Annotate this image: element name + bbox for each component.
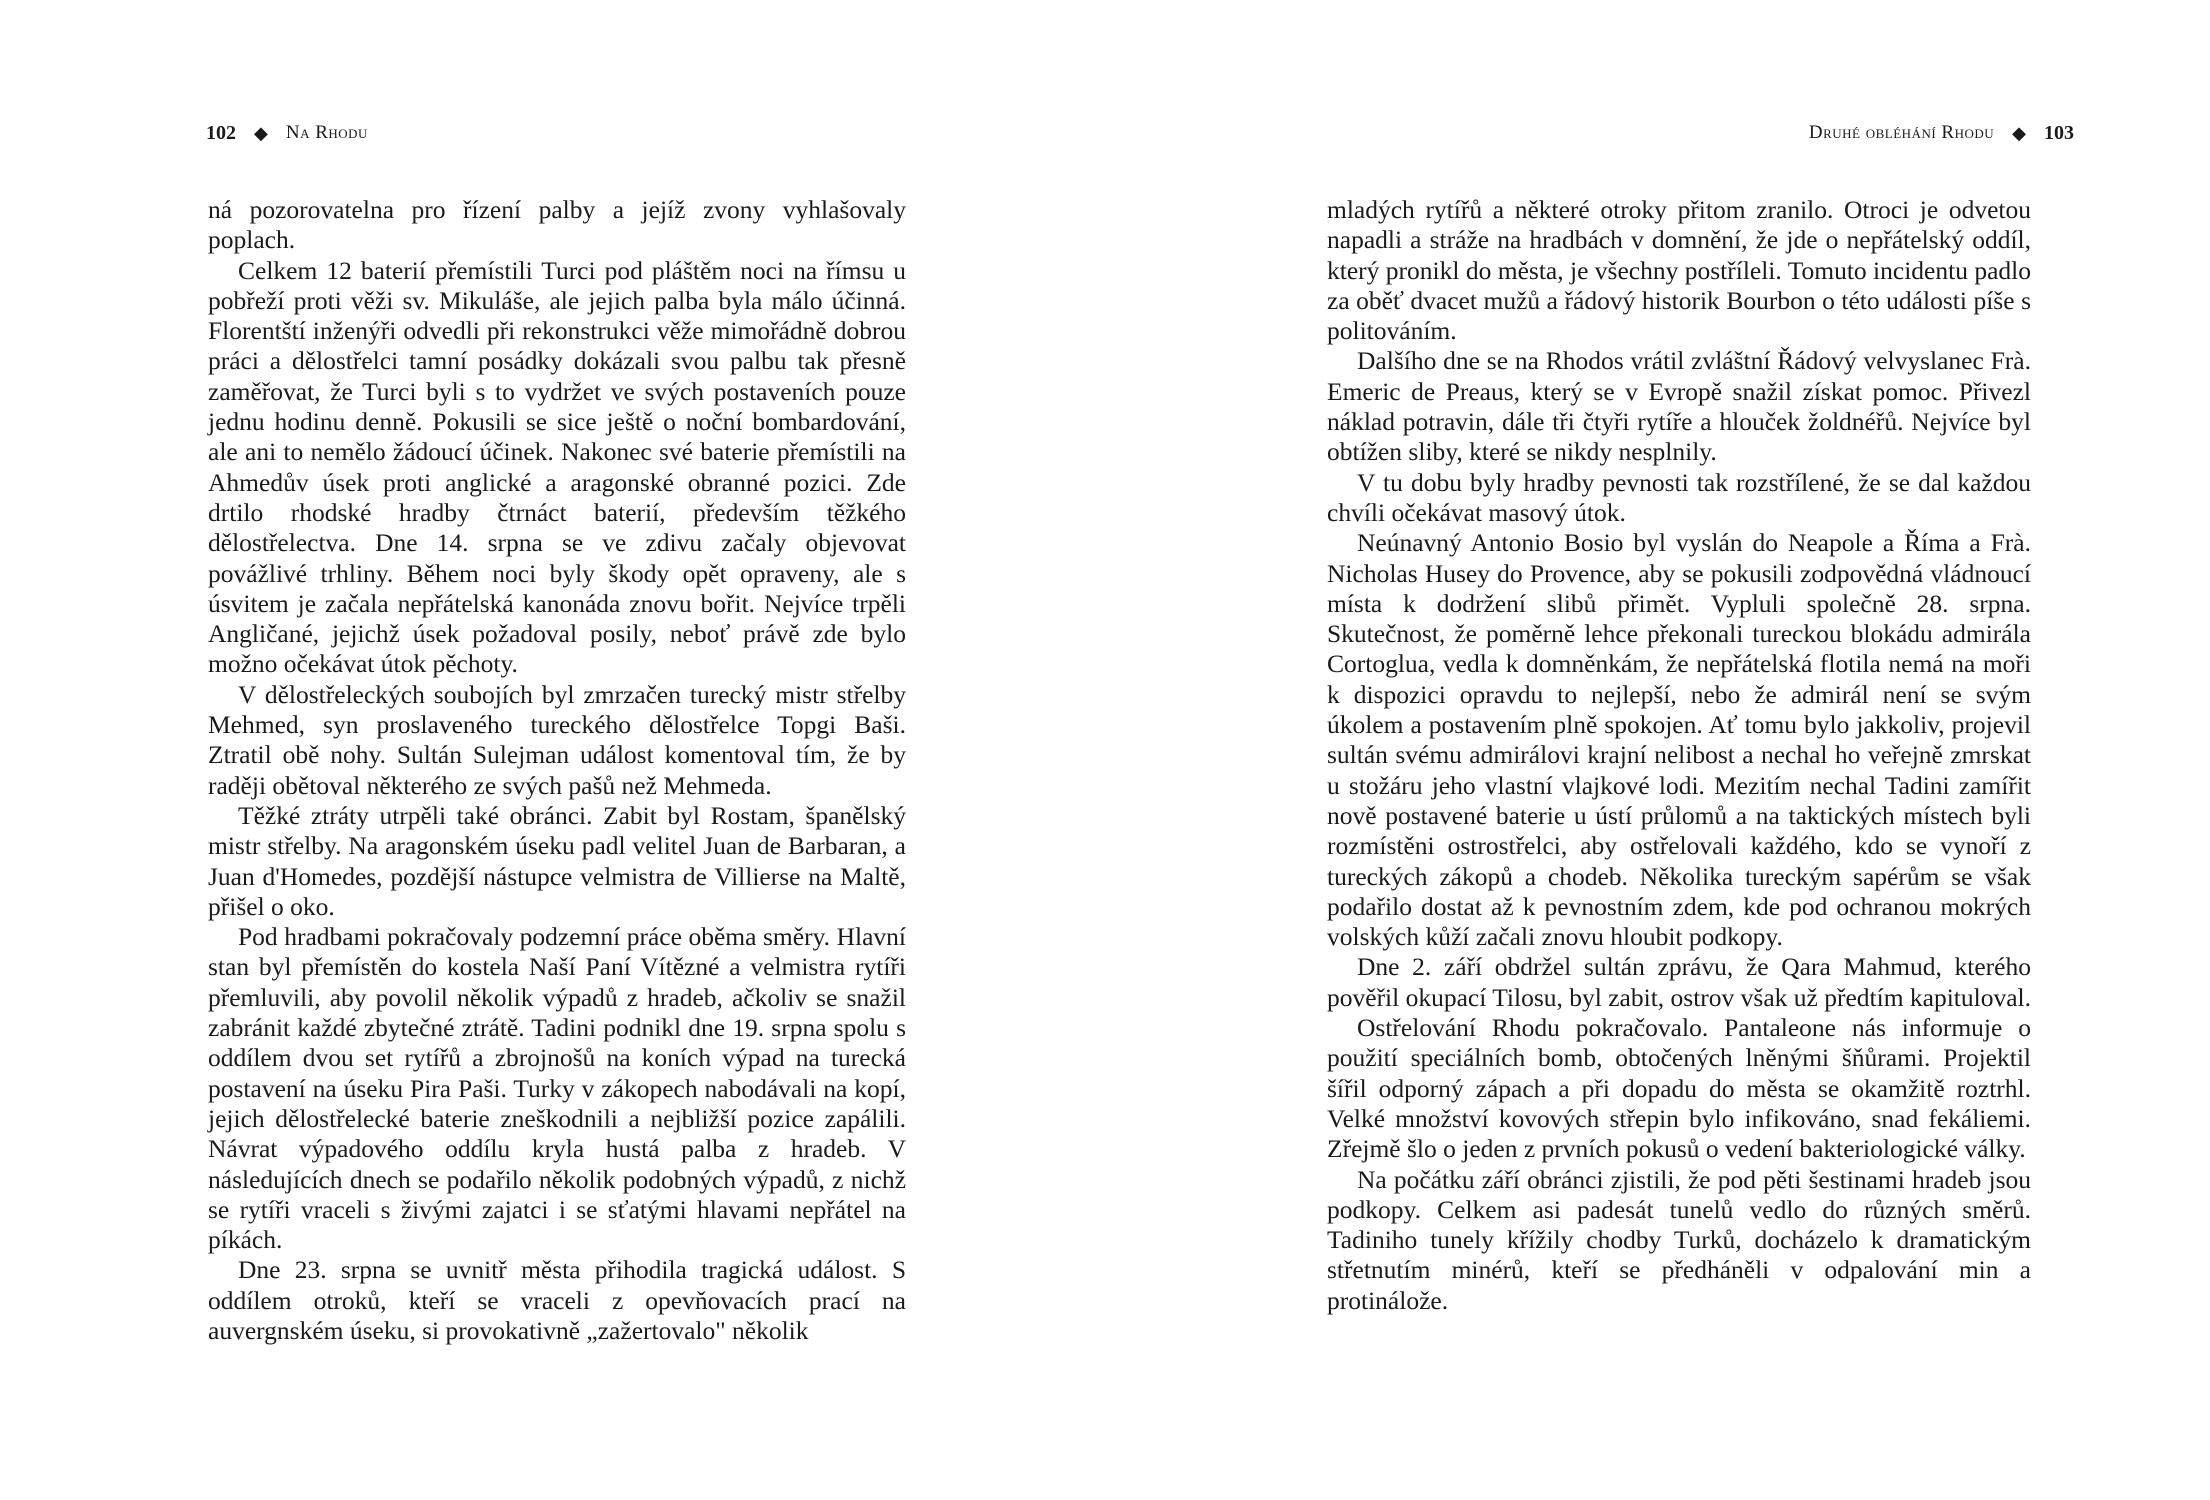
paragraph: Těžké ztráty utrpěli také obránci. Zabit byl Rostam, španělský mistr střelby. Na aragonském úseku padl velitel Juan de Barbaran, a Juan d'Homedes, pozdější nástupce velmistra de Villierse na Maltě, přišel o oko. — [208, 800, 906, 921]
paragraph: V tu dobu byly hradby pevnosti tak rozstřílené, že se dal každou chvíli očekávat masový útok. — [1327, 467, 2031, 527]
paragraph: V dělostřeleckých soubojích byl zmrzačen turecký mistr střelby Mehmed, syn proslaveného tureckého dělostřelce Topgi Baši. Ztratil obě nohy. Sultán Sulejman událost komentoval tím, že by raději obětoval některého ze svých pašů než Mehmeda. — [208, 679, 906, 800]
body-text — [208, 195, 906, 1346]
right-page — [1105, 0, 2210, 1500]
paragraph: Dne 23. srpna se uvnitř města přihodila tragická událost. S oddílem otroků, kteří se vraceli z opevňovacích prací na auvergnském úseku, si provokativně „zažertovalo" několik — [208, 1255, 906, 1345]
paragraph: Neúnavný Antonio Bosio byl vyslán do Neapole a Říma a Frà. Nicholas Husey do Provence, aby se pokusili zodpovědná vládnoucí místa k dodržení slibů přimět. Vypluli společně 28. srpna. Skutečnost, že poměrně lehce překonali tureckou blokádu admirála Cortoglua, vedla k domněnkám, že nepřátelská flotila nemá na moři k dispozici opravdu to nejlepší, nebo že admirál není se svým úkolem a postavením plně spokojen. Ať tomu bylo jakkoliv, projevil sultán svému admirálovi krajní nelibost a nechal ho veřejně zmrskat u stožáru jeho vlastní vlajkové lodi. Mezitím nechal Tadini zamířit nově postavené baterie u ústí průlomů a na taktických místech byli rozmístěni ostrostřelci, aby ostřelovali každého, kdo se vynoří z tureckých zákopů a chodeb. Několika tureckým sapérům se však podařilo dostat až k pevnostním zdem, kde pod ochranou mokrých volských kůží začali znovu hloubit podkopy. — [1327, 528, 2031, 952]
diamond-ornament-icon: ◆ — [254, 122, 268, 143]
paragraph: Dne 2. září obdržel sultán zprávu, že Qara Mahmud, kterého pověřil okupací Tilosu, byl zabit, ostrov však už předtím kapituloval. — [1327, 952, 2032, 1012]
page-header — [1809, 118, 2074, 148]
paragraph: Ostřelování Rhodu pokračovalo. Pantaleone nás informuje o použití speciálních bomb, obtočených lněnými šňůrami. Projektil šířil odporný zápach a při dopadu do města se okamžitě roztrhl. Velké množství kovových střepin bylo infikováno, snad fekáliemi. Zřejmě šlo o jeden z prvních pokusů o vedení bakteriologické války. — [1327, 1013, 2031, 1164]
page-number: 103 — [2044, 121, 2074, 144]
diamond-ornament-icon: ◆ — [2012, 122, 2026, 143]
paragraph: Na počátku září obránci zjistili, že pod pěti šestinami hradeb jsou podkopy. Celkem asi padesát tunelů vedlo do různých směrů. Tadiniho tunely křížily chodby Turků, docházelo k dramatickým střetnutím minérů, kteří se předháněli v odpalování min a protinálože. — [1327, 1164, 2031, 1315]
body-text — [1327, 195, 2031, 1316]
paragraph: mladých rytířů a některé otroky přitom zranilo. Otroci je odvetou napadli a stráže na hradbách v domnění, že jde o nepřátelský oddíl, který pronikl do města, je všechny postříleli. Tomuto incidentu padlo za oběť dvacet mužů a řádový historik Bourbon o této události píše s politováním. — [1327, 195, 2031, 346]
paragraph: Pod hradbami pokračovaly podzemní práce oběma směry. Hlavní stan byl přemístěn do kostela Naší Paní Vítězné a velmistra rytíři přemluvili, aby povolil několik výpadů z hradeb, ačkoliv se snažil zabránit každé zbytečné ztrátě. Tadini podnikl dne 19. srpna spolu s oddílem dvou set rytířů a zbrojnošů na koních výpad na turecká postavení na úseku Pira Paši. Turky v zákopech nabodávali na kopí, jejich dělostřelecké baterie zneškodnili a nejbližší pozice zapálili. Návrat výpadového oddílu kryla hustá palba z hradeb. V následujících dnech se podařilo několik podobných výpadů, z nichž se rytíři vraceli s živými zajatci i se sťatými hlavami nepřátel na píkách. — [208, 922, 906, 1255]
paragraph: ná pozorovatelna pro řízení palby a jejíž zvony vyhlašovaly poplach. — [208, 195, 906, 255]
paragraph: Celkem 12 baterií přemístili Turci pod pláštěm noci na římsu u pobřeží proti věži sv. Mikuláše, ale jejich palba byla málo účinná. Florentští inženýři odvedli při rekonstrukci věže mimořádně dobrou práci a dělostřelci tamní posádky dokázali svou palbu tak přesně zaměřovat, že Turci byli s to vydržet ve svých postaveních pouze jednu hodinu denně. Pokusili se sice ještě o noční bombardování, ale ani to nemělo žádoucí účinek. Nakonec své baterie přemístili na Ahmedův úsek proti anglické a aragonské obranné pozici. Zde drtilo rhodské hradby čtrnáct baterií, především těžkého dělostřelectva. Dne 14. srpna se ve zdivu začaly objevovat povážlivé trhliny. Během noci byly škody opět opraveny, ale s úsvitem je začala nepřátelská kanonáda znovu bořit. Nejvíce trpěli Angličané, jejichž úsek požadoval posily, neboť právě zde bylo možno očekávat útok pěchoty. — [208, 255, 906, 679]
page-number: 102 — [206, 121, 236, 144]
paragraph: Dalšího dne se na Rhodos vrátil zvláštní Řádový velvyslanec Frà. Emeric de Preaus, který se v Evropě snažil získat pomoc. Přivezl náklad potravin, dále tři čtyři rytíře a hlouček žoldnéřů. Nejvíce byl obtížen sliby, které se nikdy nesplnily. — [1327, 346, 2031, 467]
running-title: Druhé obléhání Rhodu — [1808, 122, 1995, 143]
page-header — [206, 118, 368, 148]
running-title: Na Rhodu — [285, 122, 368, 143]
